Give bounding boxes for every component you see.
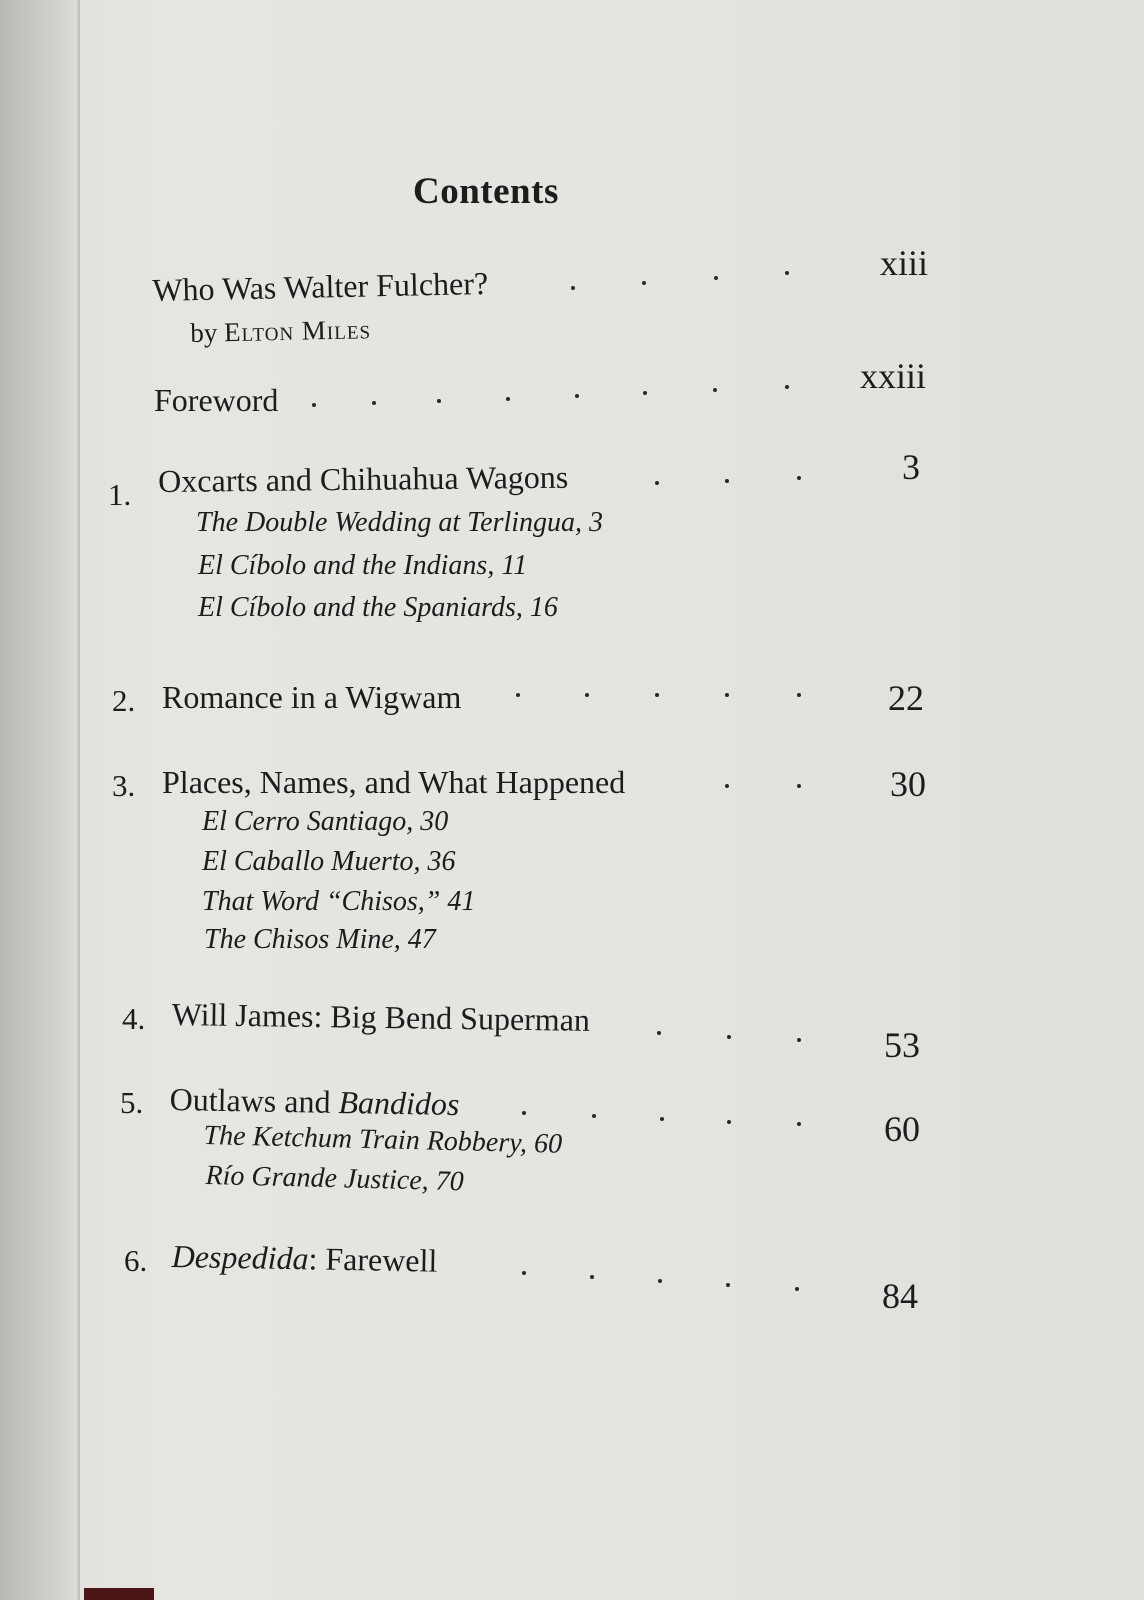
chapter-title: Will James: Big Bend Superman (171, 996, 591, 1038)
chapter-page: 53 (884, 1025, 920, 1065)
section-entry: The Chisos Mine, 47 (204, 924, 436, 955)
toc-entry-title: Who Was Walter Fulcher? (152, 264, 489, 308)
section-entry: El Cíbolo and the Indians, 11 (198, 550, 528, 581)
byline-author: Elton Miles (223, 314, 372, 348)
chapter-page: 30 (890, 764, 926, 804)
chapter-title-italic: Despedida (171, 1238, 309, 1277)
chapter-title (169, 1081, 459, 1123)
chapter-number: 5. (120, 1085, 144, 1120)
chapter-page: 84 (882, 1276, 918, 1316)
chapter-title (171, 1238, 437, 1280)
chapter-title: Oxcarts and Chihuahua Wagons (158, 458, 569, 499)
toc-entry-page: xiii (879, 243, 928, 283)
chapter-title-italic: Bandidos (338, 1083, 460, 1123)
section-entry: Río Grande Justice, 70 (205, 1160, 465, 1198)
section-entry: El Caballo Muerto, 36 (202, 846, 456, 877)
toc-entry-byline (190, 314, 371, 349)
chapter-page: 3 (902, 447, 920, 487)
chapter-number: 1. (108, 477, 132, 512)
chapter-number: 6. (124, 1243, 148, 1278)
section-entry: That Word “Chisos,” 41 (202, 886, 476, 917)
section-entry: The Double Wedding at Terlingua, 3 (196, 507, 604, 538)
chapter-title: Places, Names, and What Happened (162, 764, 626, 800)
section-entry: El Cíbolo and the Spaniards, 16 (198, 592, 558, 623)
chapter-number: 4. (122, 1001, 146, 1036)
chapter-title-plain: Outlaws and (169, 1081, 339, 1120)
chapter-number: 2. (112, 683, 136, 718)
chapter-title-plain: : Farewell (308, 1240, 438, 1279)
toc-entry-title: Foreword (154, 382, 279, 418)
section-entry: El Cerro Santiago, 30 (202, 806, 449, 837)
chapter-number: 3. (112, 768, 136, 803)
chapter-page: 60 (884, 1109, 920, 1149)
chapter-title: Romance in a Wigwam (162, 679, 462, 715)
toc-entry-page: xxiii (859, 356, 926, 396)
chapter-page: 22 (888, 678, 924, 718)
section-entry: The Ketchum Train Robbery, 60 (203, 1120, 563, 1160)
page-title: Contents (413, 171, 559, 212)
byline-prefix: by (190, 317, 218, 348)
